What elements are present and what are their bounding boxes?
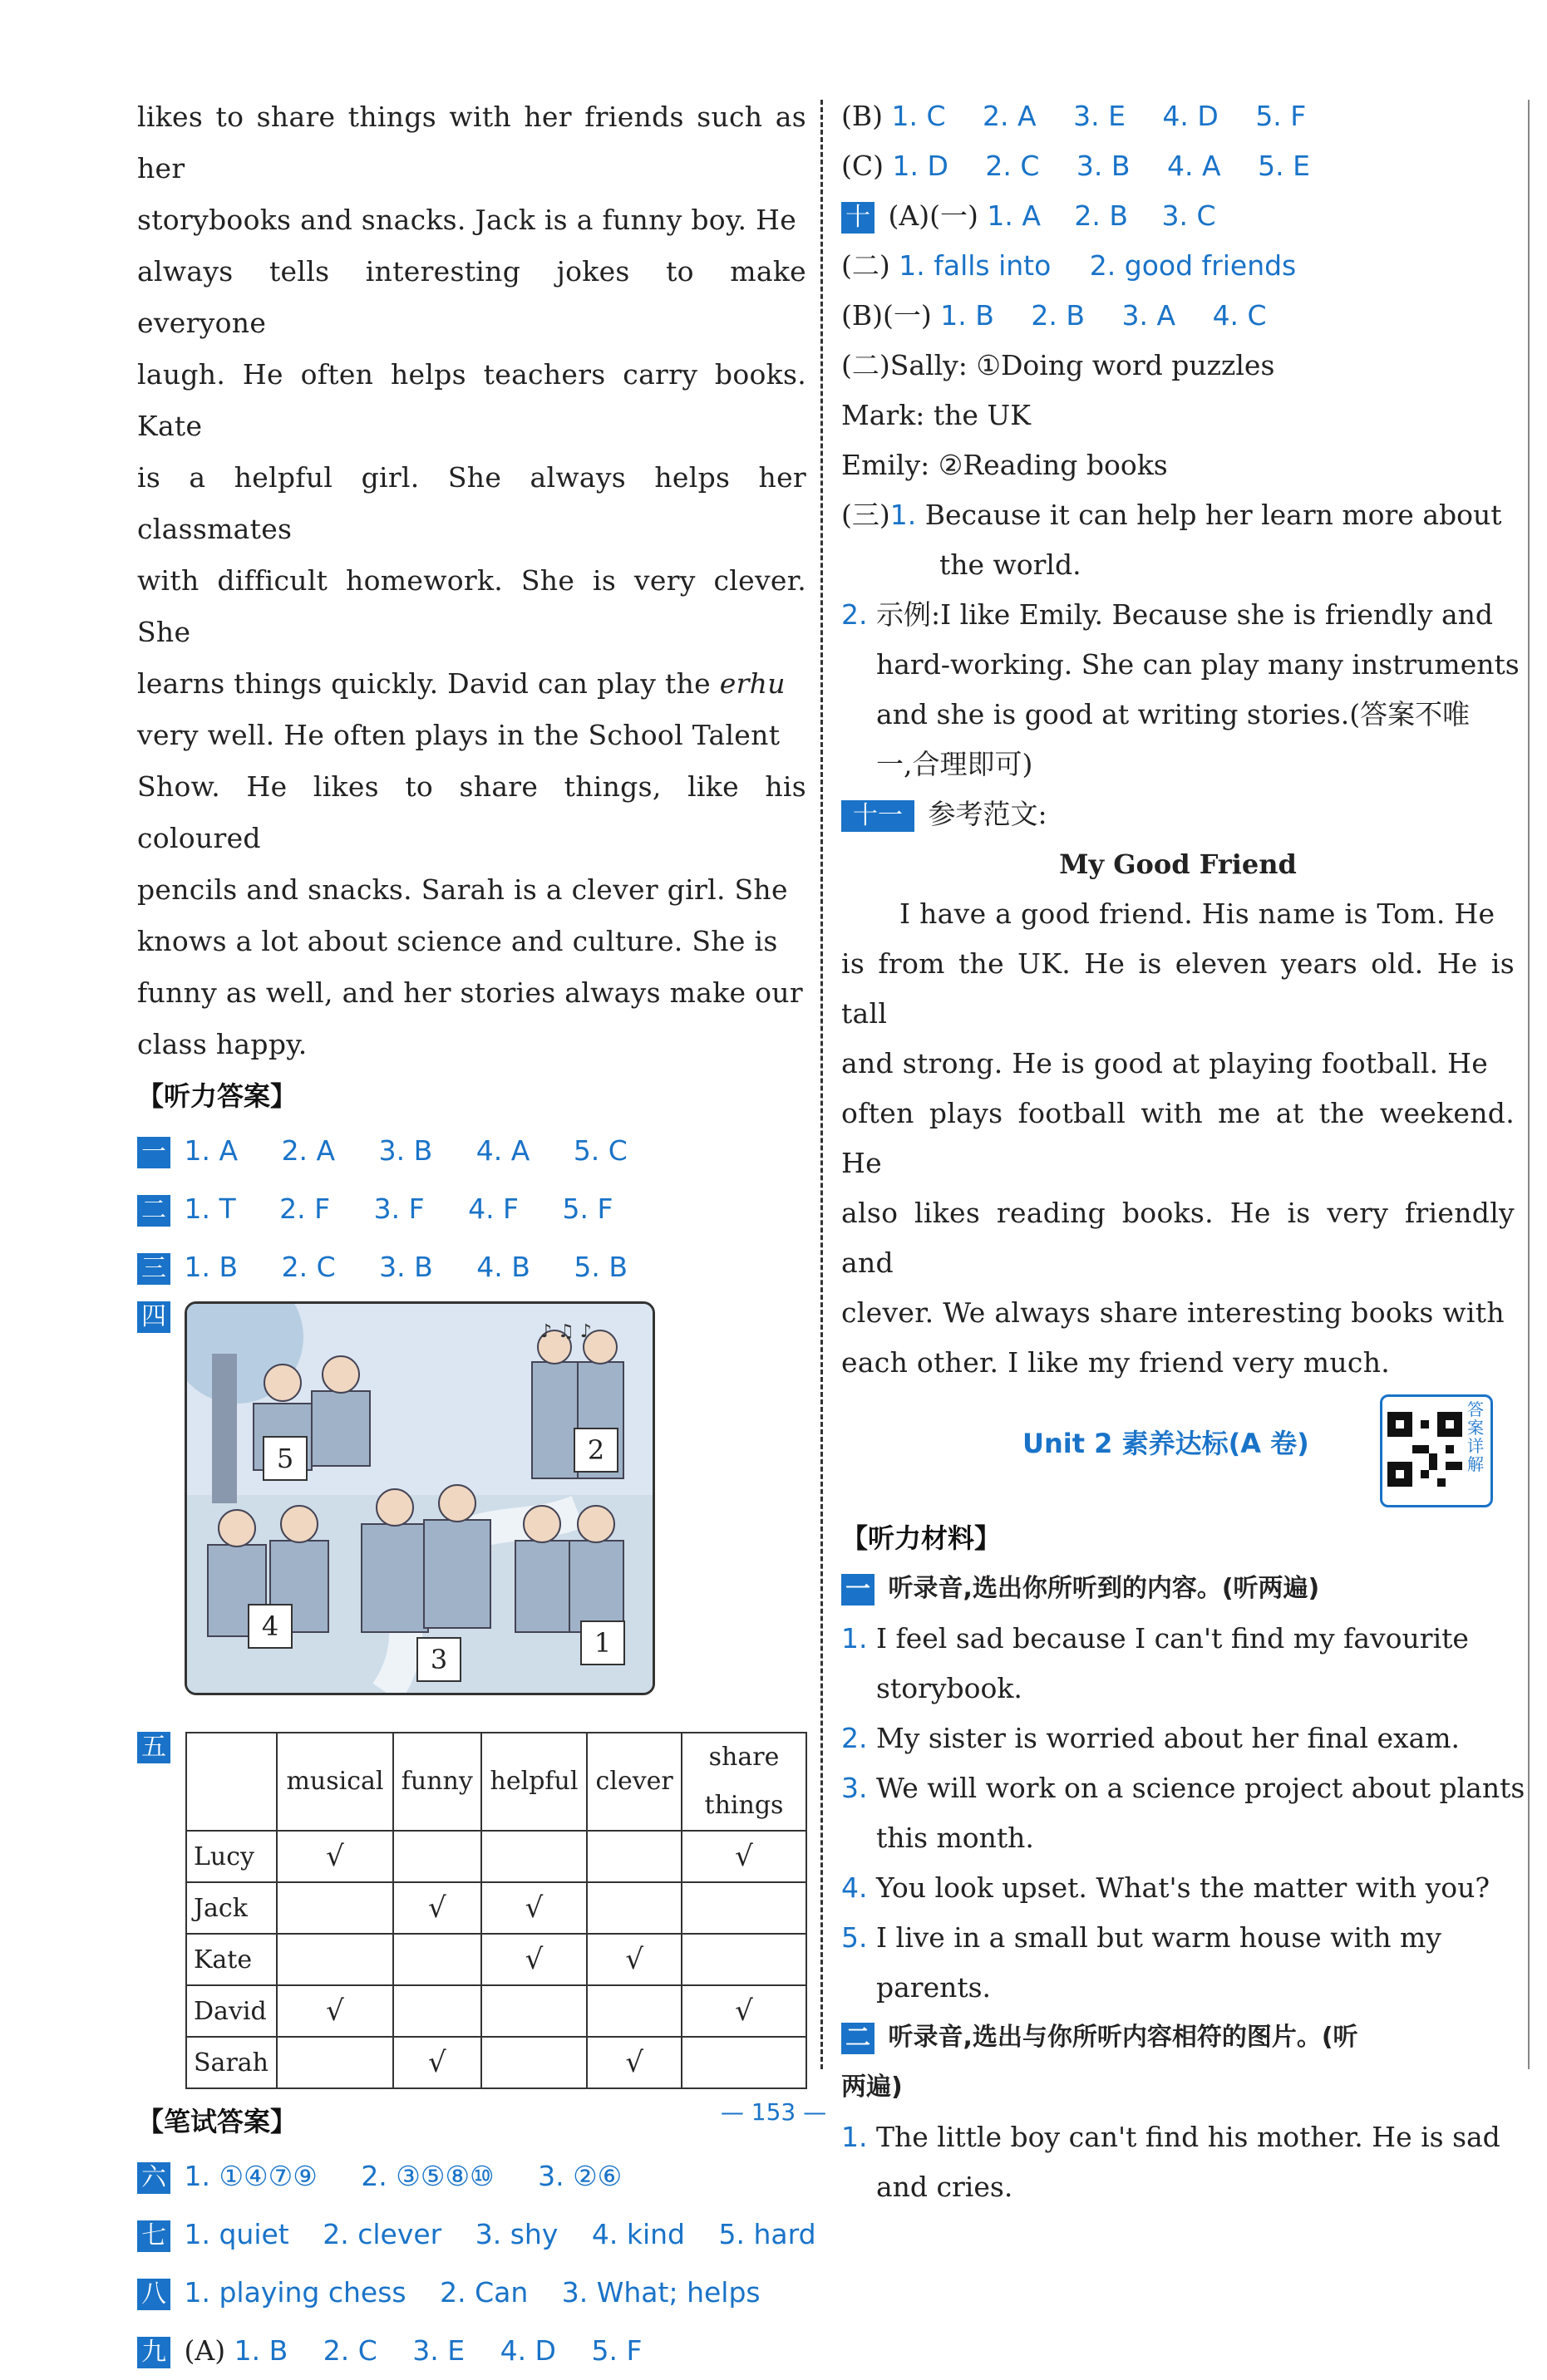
section-badge: 九 (137, 2337, 170, 2368)
section-badge: 三 (137, 1253, 170, 1285)
section-2-answers (137, 1180, 806, 1238)
written-answers-heading: 【笔试答案】 (137, 2106, 298, 2137)
table-row (186, 1831, 806, 1882)
answer-item: 2. B (1031, 299, 1085, 332)
passage (137, 91, 806, 1070)
answer-item: 1. B (234, 2334, 288, 2367)
passage-line: class happy. (137, 1028, 308, 1060)
answer-item: 1. A (987, 199, 1041, 232)
page-number: — 153 — (720, 2098, 827, 2126)
essay-line: and strong. He is good at playing football. He (841, 1047, 1489, 1079)
passage-line: likes to share things with her friends such as her (137, 101, 806, 184)
answer-item: 5. C (573, 1134, 628, 1167)
check-cell (587, 1882, 682, 1934)
part-prefix: (B) (841, 100, 883, 132)
answer-item: 5. F (591, 2334, 643, 2367)
check-cell (481, 1985, 588, 2037)
section-8-answers (137, 2264, 806, 2322)
section-badge: 七 (137, 2220, 170, 2252)
row-name: Lucy (186, 1831, 277, 1882)
passage-line: knows a lot about science and culture. She is (137, 925, 778, 957)
answer-item: 4. D (1162, 100, 1219, 132)
scene-label: 1 (594, 1627, 612, 1659)
material-item (841, 1913, 1515, 1963)
check-cell: √ (481, 1882, 588, 1934)
answer-item: 2. A (983, 100, 1037, 132)
answer-item: 5. hard (718, 2218, 816, 2250)
answer-text: 示例:I like Emily. Because she is friendly and (876, 598, 1494, 631)
item-text: I live in a small but warm house with my (876, 1921, 1441, 1954)
essay-line: clever. We always share interesting books with (841, 1296, 1505, 1329)
material-item-cont: and cries. (876, 2171, 1013, 2203)
passage-line: Show. He likes to share things, like his coloured (137, 770, 806, 854)
answer-item: 2. C (985, 150, 1040, 182)
unit-heading-block (841, 1388, 1515, 1512)
passage-line: always tells interesting jokes to make everyone (137, 255, 806, 339)
svg-text:♪ ♫ ♪: ♪ ♫ ♪ (540, 1321, 592, 1342)
answer-item: 3. What; helps (561, 2276, 761, 2309)
q2-answer-line: hard-working. She can play many instruments (876, 648, 1520, 681)
section-10-part-b (841, 291, 1515, 341)
answer-item: 5. B (574, 1251, 628, 1283)
table-header-row (186, 1733, 806, 1831)
part-prefix: (二) (841, 249, 890, 282)
table-header: funny (393, 1733, 481, 1831)
page-number-value: 153 (751, 2098, 796, 2126)
section-10-part-2 (841, 241, 1515, 291)
table-header (186, 1733, 277, 1831)
table-header: clever (587, 1733, 682, 1831)
table-header: share things (682, 1733, 806, 1831)
section-badge: 五 (137, 1732, 170, 1763)
passage-line: with difficult homework. She is very clever. She (137, 564, 806, 648)
answer-item: 3. A (1121, 299, 1176, 332)
q2-answer-line: 一,合理即可) (876, 748, 1033, 780)
section-9-answers (137, 2322, 806, 2380)
material-item-cont: this month. (876, 1822, 1034, 1854)
answer-text: Because it can help her learn more about (924, 499, 1502, 531)
listening-answers-heading: 【听力答案】 (137, 1080, 298, 1112)
question-number: 2. (841, 598, 868, 631)
table-header: musical (277, 1733, 393, 1831)
answer-item: 2. F (279, 1192, 331, 1225)
material-item-cont: storybook. (876, 1672, 1022, 1704)
part-prefix: (A) (184, 2334, 226, 2367)
answer-item: 2. ③⑤⑧⑩ (361, 2160, 495, 2192)
answer-item: 4. B (476, 1251, 530, 1283)
passage-line: is a helpful girl. She always helps her classmates (137, 461, 806, 545)
answer-item: 5. F (1255, 100, 1307, 132)
answer-item: 5. E (1258, 150, 1310, 182)
unit-title: Unit 2 素养达标(A 卷) (1022, 1428, 1309, 1459)
essay-title: My Good Friend (1059, 848, 1297, 880)
answer-item: 4. C (1212, 299, 1267, 332)
answer-item: 4. D (500, 2334, 556, 2367)
answer-item: 1. quiet (184, 2218, 289, 2250)
answer-item: 2. B (1074, 199, 1129, 232)
essay-line: each other. I like my friend very much. (841, 1346, 1391, 1379)
section-11-header (841, 789, 1515, 839)
answer-item: 2. clever (323, 2218, 442, 2250)
essay-line: also likes reading books. He is very friendly and (841, 1197, 1515, 1279)
item-number: 3. (841, 1772, 868, 1804)
check-cell (277, 1882, 393, 1934)
section-badge: 十一 (841, 800, 914, 832)
qr-code-icon[interactable] (1380, 1394, 1493, 1507)
section-badge: 十 (841, 202, 874, 234)
passage-line: learns things quickly. David can play the erhu (137, 667, 786, 700)
check-cell: √ (587, 1934, 682, 1985)
check-cell: √ (682, 1831, 806, 1882)
check-cell: √ (393, 1882, 481, 1934)
essay-first-line: I have a good friend. His name is Tom. He (899, 897, 1495, 930)
section-badge: 二 (841, 2023, 874, 2054)
item-number: 1. (841, 2121, 868, 2153)
check-cell: √ (481, 1934, 588, 1985)
passage-line: pencils and snacks. Sarah is a clever girl. She (137, 873, 788, 906)
table-header: helpful (481, 1733, 588, 1831)
answer-item: 4. A (1167, 150, 1221, 182)
answer-item: 4. F (468, 1192, 520, 1225)
section-10-answers (841, 191, 1515, 241)
material-item-cont: parents. (876, 1971, 992, 2004)
answer-item: 1. C (891, 100, 946, 132)
answer-item: 1. T (184, 1192, 236, 1225)
check-cell (481, 1831, 588, 1882)
answer-item: 1. playing chess (184, 2276, 406, 2309)
material-item (841, 1714, 1515, 1763)
answer-item: 1. B (940, 299, 994, 332)
part-prefix: (B)(一) (841, 299, 932, 332)
sally-answer: (二)Sally: ①Doing word puzzles (841, 349, 1275, 381)
check-cell (393, 1831, 481, 1882)
material-item (841, 1863, 1515, 1913)
check-cell (277, 2037, 393, 2088)
right-column (841, 91, 1525, 2212)
part-prefix: (A)(一) (888, 199, 978, 232)
q3-answer-line (841, 490, 1515, 540)
instruction-text: 听录音,选出你所听到的内容。(听两遍) (888, 1574, 1320, 1603)
qr-caption: 答案详解 (1467, 1399, 1484, 1474)
passage-line: laugh. He often helps teachers carry books. Kate (137, 358, 806, 442)
check-cell (682, 2037, 806, 2088)
mark-answer: Mark: the UK (841, 399, 1031, 431)
model-essay-label: 参考范文: (928, 798, 1047, 830)
item-text: I feel sad because I can't find my favourite (876, 1622, 1469, 1655)
answer-item: 3. ②⑥ (538, 2160, 623, 2192)
section-1-answers (137, 1122, 806, 1180)
material-part-1-heading (841, 1564, 1515, 1614)
question-number: 1. (889, 499, 917, 531)
erhu-word: erhu (719, 667, 786, 700)
check-cell (682, 1934, 806, 1985)
q3-answer-line-2: the world. (939, 548, 1081, 581)
answer-item: 1. D (892, 150, 948, 182)
item-text: You look upset. What's the matter with you? (876, 1871, 1490, 1904)
answer-item: 1. ①④⑦⑨ (184, 2160, 318, 2192)
material-item (841, 1614, 1515, 1664)
answer-item: 1. B (184, 1251, 239, 1283)
answer-item: 3. B (378, 1134, 433, 1167)
part-b-answers (841, 91, 1515, 141)
row-name: Sarah (186, 2037, 277, 2088)
section-4 (137, 1301, 806, 1717)
check-cell (587, 1831, 682, 1882)
check-cell (393, 1985, 481, 2037)
check-cell: √ (393, 2037, 481, 2088)
answer-item: 4. kind (591, 2218, 685, 2250)
check-cell: √ (277, 1831, 393, 1882)
section-5 (137, 1732, 806, 2096)
item-text: We will work on a science project about plants (876, 1772, 1525, 1804)
essay-line: is from the UK. He is eleven years old. He is tall (841, 947, 1515, 1030)
item-text: My sister is worried about her final exam. (876, 1722, 1461, 1754)
answer-item: 2. A (281, 1134, 336, 1167)
answer-item: 2. C (323, 2334, 377, 2367)
section-badge: 一 (841, 1574, 874, 1606)
q2-answer-line: and she is good at writing stories.(答案不唯 (876, 698, 1471, 730)
answer-item: 3. F (373, 1192, 425, 1225)
item-text: The little boy can't find his mother. He is sad (876, 2121, 1500, 2153)
row-name: Jack (186, 1882, 277, 1934)
part-prefix: (三) (841, 499, 890, 531)
column-divider (820, 100, 823, 2069)
check-cell (587, 1985, 682, 2037)
instruction-text: 听录音,选出与你所听内容相符的图片。(听 (888, 2023, 1358, 2052)
passage-line: funny as well, and her stories always make our (137, 976, 803, 1009)
section-badge: 八 (137, 2279, 170, 2310)
answer-item: 3. B (379, 1251, 433, 1283)
table-row (186, 1882, 806, 1934)
scene-label: 2 (587, 1434, 605, 1466)
item-number: 2. (841, 1722, 868, 1754)
listening-material-heading: 【听力材料】 (841, 1522, 1002, 1554)
answer-item: 4. A (475, 1134, 530, 1167)
material-part-2-heading-cont: 两遍) (841, 2073, 903, 2102)
table-row (186, 2037, 806, 2088)
answer-item: 1. falls into (899, 249, 1052, 282)
part-c-answers (841, 141, 1515, 191)
scene-label: 3 (430, 1644, 448, 1675)
scene-label: 5 (276, 1443, 294, 1474)
section-3-answers (137, 1238, 806, 1296)
section-badge: 四 (137, 1301, 170, 1333)
check-cell: √ (682, 1985, 806, 2037)
section-badge: 一 (137, 1137, 170, 1168)
section-badge: 六 (137, 2162, 170, 2194)
check-cell: √ (587, 2037, 682, 2088)
item-number: 1. (841, 1622, 868, 1655)
q2-answer-line (841, 590, 1515, 640)
answer-item: 3. E (1073, 100, 1126, 132)
essay-line: often plays football with me at the weekend. He (841, 1097, 1515, 1179)
left-column (137, 91, 816, 2380)
answer-item: 5. F (562, 1192, 613, 1225)
check-cell: √ (277, 1985, 393, 2037)
check-cell (481, 2037, 588, 2088)
check-cell (393, 1934, 481, 1985)
park-scene-illustration (185, 1301, 655, 1695)
part-prefix: (C) (841, 150, 884, 182)
answer-item: 3. E (412, 2334, 466, 2367)
check-cell (682, 1882, 806, 1934)
passage-line: storybooks and snacks. Jack is a funny boy. He (137, 204, 797, 236)
section-6-answers (137, 2147, 806, 2205)
answer-item: 2. C (281, 1251, 336, 1283)
qr-pattern (1387, 1412, 1462, 1487)
answer-item: 3. C (1161, 199, 1216, 232)
answer-item: 1. A (184, 1134, 239, 1167)
answer-item: 3. B (1076, 150, 1131, 182)
answer-item: 3. shy (475, 2218, 559, 2250)
passage-line: very well. He often plays in the School Talent (137, 719, 781, 751)
table-row (186, 1985, 806, 2037)
section-badge: 二 (137, 1195, 170, 1227)
item-number: 5. (841, 1921, 868, 1954)
answer-item: 2. Can (440, 2276, 529, 2309)
trait-table (185, 1732, 807, 2089)
material-part-2-heading (841, 2013, 1515, 2063)
table-row (186, 1934, 806, 1985)
scene-label: 4 (261, 1610, 279, 1642)
item-number: 4. (841, 1871, 868, 1904)
answer-item: 2. good friends (1089, 249, 1297, 282)
row-name: Kate (186, 1934, 277, 1985)
check-cell (277, 1934, 393, 1985)
row-name: David (186, 1985, 277, 2037)
emily-answer: Emily: ②Reading books (841, 449, 1168, 481)
right-edge-rule (1528, 100, 1530, 2069)
material-item (841, 1763, 1525, 1813)
